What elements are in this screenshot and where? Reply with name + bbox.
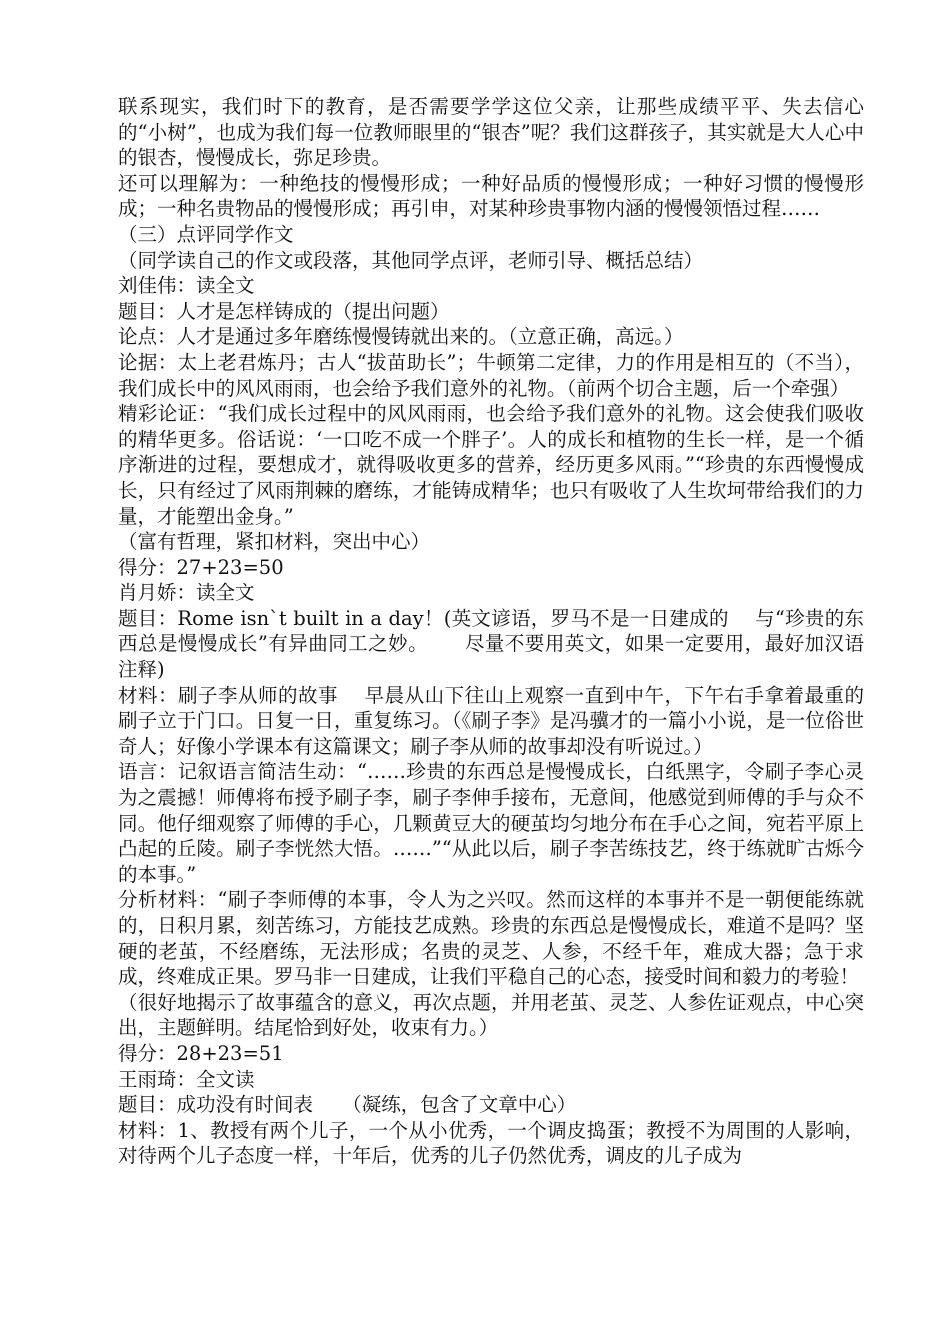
essay-evidence-line: 论据：太上老君炼丹；古人“拔苗助长”；牛顿第二定律，力的作用是相互的（不当），我们成长中的风风雨雨，也会给予我们意外的礼物。（前两个切合主题，后一个牵强） (118, 350, 864, 400)
essay-thesis-line: 论点：人才是通过多年磨练慢慢铸就出来的。（立意正确，高远。） (118, 325, 684, 349)
document-page (118, 94, 864, 1169)
essay-title-line: 题目：成功没有时间表 （凝练，包含了文章中心） (118, 1093, 577, 1117)
essay-highlight-argument: 精彩论证：“我们成长过程中的风风雨雨，也会给予我们意外的礼物。这会使我们吸收的精华更多。俗话说：‘一口吃不成一个胖子’。人的成长和植物的生长一样，是一个循序渐进的过程，要想成才，就得吸收更多的营养，经历更多风雨。”“珍贵的东西慢慢成长，只有经过了风雨荆棘的磨练，才能铸成精华；也只有吸收了人生坎坷带给我们的力量，才能塑出金身。” (118, 402, 864, 528)
score-line: 得分：28+23=51 (118, 1041, 284, 1065)
essay-material-analysis: 分析材料：“刷子李师傅的本事，令人为之兴叹。然而这样的本事并不是一朝便能练就的，日积月累，刻苦练习，方能技艺成熟。珍贵的东西总是慢慢成长，难道不是吗？坚硬的老茧，不经磨练，无法形成；名贵的灵芝、人参，不经千年，难成大器；急于求成，终难成正果。罗马非一日建成，让我们平稳自己的心态，接受时间和毅力的考验！ (118, 888, 864, 989)
score-line: 得分：27+23=50 (118, 555, 284, 579)
teacher-comment: （很好地揭示了故事蕴含的意义，再次点题，并用老茧、灵芝、人参佐证观点，中心突出，主题鲜明。结尾恰到好处，收束有力。） (118, 990, 864, 1040)
essay-material-line: 材料：刷子李从师的故事 早晨从山下往山上观察一直到中午，下午右手拿着最重的刷子立于门口。日复一日，重复练习。（《刷子李》是冯骥才的一篇小小说，是一位俗世奇人；好像小学课本有这篇课文；刷子李从师的故事却没有听说过。） (118, 683, 864, 758)
student-name-wang-yuqi: 王雨琦：全文读 (118, 1067, 255, 1091)
paragraph-education-reflection: 联系现实，我们时下的教育，是否需要学学这位父亲，让那些成绩平平、失去信心的“小树”，也成为我们每一位教师眼里的“银杏”呢？我们这群孩子，其实就是大人心中的银杏，慢慢成长，弥足珍贵。 (118, 95, 864, 170)
teacher-comment: （富有哲理，紧扣材料，突出中心） (118, 530, 431, 554)
essay-language-line: 语言：记叙语言简洁生动：“……珍贵的东西总是慢慢成长，白纸黑字，令刷子李心灵为之震撼！师傅将布授予刷子李，刷子李伸手接布，无意间，他感觉到师傅的手与众不同。他仔细观察了师傅的手心，几颗黄豆大的硬茧均匀地分布在手心之间，宛若平原上凸起的丘陵。刷子李恍然大悟。……”“从此以后，刷子李苦练技艺，终于练就旷古烁今的本事。” (118, 760, 864, 886)
section-heading-peer-review: （三）点评同学作文 (118, 222, 294, 246)
essay-material-line: 材料：1、教授有两个儿子，一个从小优秀，一个调皮捣蛋；教授不为周围的人影响，对待两个儿子态度一样，十年后，优秀的儿子仍然优秀，调皮的儿子成为 (118, 1118, 864, 1168)
student-name-xiao-yuejiao: 肖月娇：读全文 (118, 581, 255, 605)
student-name-liu-jiawei: 刘佳伟：读全文 (118, 274, 255, 298)
essay-title-line: 题目：人才是怎样铸成的（提出问题） (118, 299, 450, 323)
paragraph-review-instructions: （同学读自己的作文或段落，其他同学点评，老师引导、概括总结） (118, 248, 704, 272)
essay-title-line: 题目：Rome isn`t built in a day！(英文谚语，罗马不是一日建成的 与“珍贵的东西总是慢慢成长”有异曲同工之妙。 尽量不要用英文，如果一定要用，最好加汉语注释) (118, 606, 864, 682)
paragraph-alternative-understanding: 还可以理解为：一种绝技的慢慢形成；一种好品质的慢慢形成；一种好习惯的慢慢形成；一种名贵物品的慢慢形成；再引申，对某种珍贵事物内涵的慢慢领悟过程…… (118, 171, 864, 221)
